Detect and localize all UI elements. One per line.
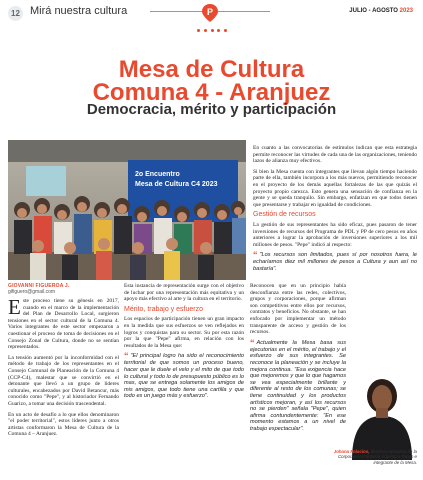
portrait-photo [342,372,416,460]
svg-text:P: P [206,7,214,17]
col3-quote-text: Actualmente la Mesa basa sus ejecutorias en el mérito, el trabajo y el esfuerzo de sus integrantes. Se reconoce la planeación y se incluye la mejora continua. "Esa exigencia hace que mejoremos y que lo que hagamos se vea especialmente brillante y diferente al resto de los comunas; se tiene continuidad y los productos artísticos mejoran, y así los recursos no se pierden" señala "Pepe", quien afirma contundentemente: "En ese momento estamos a un nivel de trabajo espectacular". [250,339,346,432]
col1-paragraph-3: En un acto de desafío a lo que ellos denominaron "el poder territorial", estos líderes junto a otros artistas conformaron la Mesa de Cultura de la Comuna 4 – Aranjuez. [8,411,119,438]
group-photo [8,140,246,280]
issue-date [349,8,413,14]
issue-date-label: JULIO - AGOSTO [349,8,398,14]
page-number: 12 [8,6,23,21]
caption-text: directora ejecutiva de la Corporación Fantasía Argentina Tango e integrante de la Mesa. [337,449,417,465]
col4-paragraph-1: En cuanto a las convocatorias de estímulos indican que esta estrategia permite reconocer las virtudes de cada una de las organizaciones, teniendo lazos de alianza muy efectivos. [253,145,417,165]
page-header [0,0,423,26]
col2-quote [124,353,244,400]
photo-banner-line1: 2o Encuentro [135,171,180,178]
article-column-2 [124,283,244,476]
pin-p-icon [200,3,220,23]
quote-mark-icon: “ [124,351,129,362]
caption-name: Johana Palacios, [333,449,370,454]
col4-paragraph-3: La gestión de sus representantes ha sido eficaz, pues pasaron de tener inversiones de recursos del Programa de PDL y PP de cero pesos en años anteriores a lograr la aprobación de inversiones superiores a los mil millones de pesos. "Pepe" indicó al respecto: [253,221,417,248]
col4-quote-text: "Los recursos son limitados, pues sí por nosotros fuera, le echaríamos diez mil millones de pesos a Cultura y aun así no bastaría". [253,252,417,272]
article-column-1 [8,298,119,476]
author-name: GIOVANNI FIGUEROA J. [8,283,70,289]
col2-quote-text: "El principal logro ha sido el reconocimiento territorial de que somos un proceso bueno, hacer que le duele el velo y el mito de que todo lo cultural y todo lo de presupuesto público es lo mas, que se entrega solamente los amigos de mis amigos, que todo tiene una cartilla y que todo es un juego más y esfuerzo". [124,353,244,400]
author-byline [8,283,120,295]
drop-cap: E [8,298,21,319]
issue-date-year: 2023 [399,8,413,14]
col1-paragraph-1: ste proceso tiene su génesis en 2017, cuando en el marco de la implementación del Plan de Desarrollo Local, surgieron tensiones en el sector cultural de la Comuna 4. Varios integrantes de este sector empezaron a cuestionar el proceso de toma de decisiones en el Consejo Zonal de Cultura, donde no se sentían representados. [8,298,119,351]
portrait-caption [327,449,417,465]
col4-quote [253,252,417,272]
photo-banner-line2: Mesa de Cultura C4 2023 [135,181,218,188]
col4-subheading: Gestión de recursos [253,211,316,219]
article-column-4 [253,145,417,373]
col1-paragraph-2: La tensión aumentó por la inconformidad con el método de trabajo de los representantes en el Consejo Comunal de Planeación de la Comuna 4 (CCP-C4), malestar que se convirtió en el detonante que llevó a un grupo de líderes culturales, encabezados por David Betancur, más conocido como "Pepe", y al historiador Fernando Guarizo, a tomar una decisión trascendental. [8,354,119,407]
decorative-dots [197,29,227,34]
col2-paragraph-1: Esta instancia de representación surge con el objetivo de luchar por una representación más equitativa y un apoyo más efectivo al arte y la cultura en el territorio. [124,283,244,303]
col4-paragraph-2: Si bien la Mesa cuenta con integrantes que llevan algún tiempo haciendo parte de ella, también incorpora a los más nuevos, permitiendo reconocer en el proyecto de los demás aquellas fortalezas de las que quizás el proyecto propio carezca. Esto genera una sensación de confianza en la gente y se queda tranquilo. Sin embargo, enfatizan en que todos tienen que presentarse y trabajar en igualdad de condiciones. [253,168,417,208]
section-title: Mirá nuestra cultura [30,5,128,17]
col3-paragraph-1: Reconocen que en un principio había desconfianza entre las redes, colectivos, grupos y corporaciones, porque afirman son competitivos entre ellos por recursos, contratos y beneficios. No obstante, se han enfocado por implementar un método transparente de acceso y gestión de los recursos. [250,283,346,336]
col2-subheading: Mérito, trabajo y esfuerzo [124,305,203,313]
quote-mark-icon: “ [253,250,258,261]
col2-paragraph-2: Los espacios de participación tienen un gran impacto en la medida que sus esfuerzos se ven reflejados en logros y conquistas para su sector. Su por esta razón por la que "Pepe" afirma, en relación con los resultados de la Mesa que: [124,316,244,349]
quote-mark-icon: “ [250,337,255,348]
article-title-line1: Mesa de Cultura [118,56,305,83]
article-title-line2: Comuna 4 - Aranjuez [92,79,331,106]
author-email[interactable]: gifiguero@gmail.com [8,289,56,295]
article-subtitle: Democracia, mérito y participación [86,101,337,118]
